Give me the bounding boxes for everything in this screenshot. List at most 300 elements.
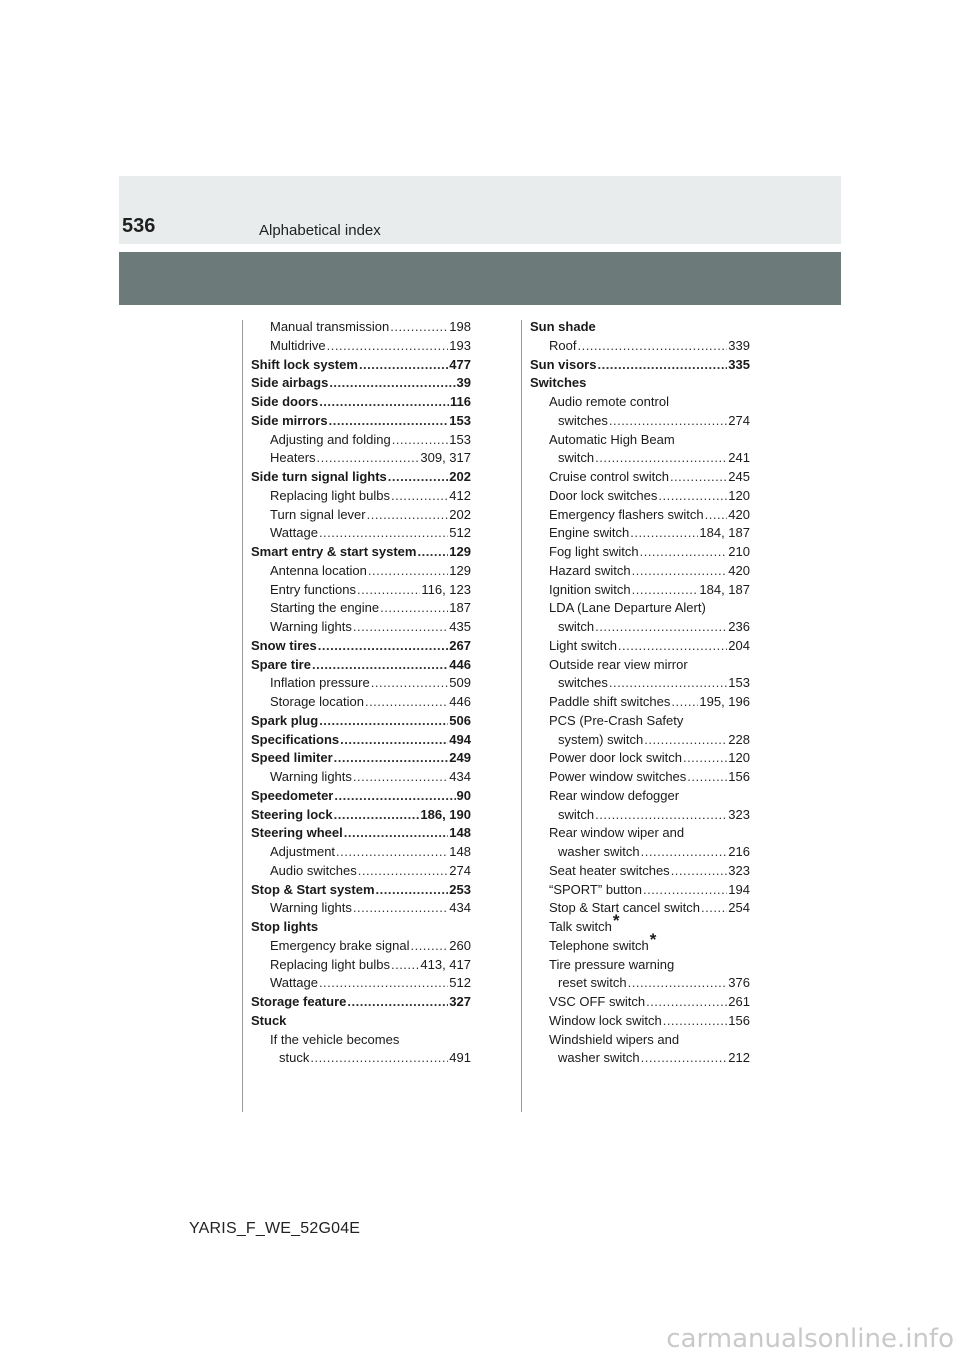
index-entry-page: 194 — [728, 881, 750, 897]
index-entry-term: Spare tire — [251, 656, 311, 672]
index-entry-term: Roof — [549, 337, 577, 353]
leader-dots — [365, 693, 448, 712]
index-entry — [530, 731, 750, 750]
leader-dots — [618, 637, 727, 656]
index-entry-page: 446 — [449, 694, 471, 709]
leader-dots — [368, 562, 448, 581]
leader-dots — [334, 749, 449, 768]
index-entry-page: 261 — [728, 994, 750, 1009]
index-entry — [251, 562, 471, 581]
index-entry-term: Adjustment — [270, 844, 336, 859]
index-entry — [530, 506, 750, 525]
index-entry — [530, 449, 750, 468]
index-entry-page: 187 — [449, 600, 471, 616]
index-entry — [251, 318, 471, 337]
index-entry-term: Spark plug — [251, 712, 319, 728]
document-code: YARIS_F_WE_52G04E — [189, 1220, 361, 1237]
index-entry-term: Sun shade — [530, 319, 596, 334]
index-column-right — [530, 318, 750, 1068]
index-entry — [251, 524, 471, 543]
index-entry-term: Emergency flashers switch — [549, 506, 704, 522]
index-entry-page: 412 — [449, 487, 471, 503]
index-entry-page: 512 — [449, 975, 471, 991]
index-entry — [530, 787, 750, 806]
index-entry-page: 323 — [728, 806, 750, 822]
index-entry — [530, 768, 750, 787]
index-entry-page: 335 — [728, 356, 750, 372]
leader-dots — [347, 993, 448, 1012]
leader-dots — [353, 768, 448, 787]
index-entry — [530, 806, 750, 825]
leader-dots — [367, 506, 449, 525]
index-entry-term: system) switch — [558, 731, 644, 747]
index-entry-term: Paddle shift switches — [549, 694, 671, 709]
index-entry-page: 253 — [449, 881, 471, 897]
leader-dots — [705, 506, 728, 525]
index-entry-term: Fog light switch — [549, 544, 639, 559]
index-entry — [251, 956, 471, 975]
index-entry — [530, 337, 750, 356]
index-entry-page: 446 — [449, 656, 471, 672]
index-entry — [530, 974, 750, 993]
index-entry-page: 494 — [449, 731, 471, 747]
leader-dots — [644, 731, 727, 750]
leader-dots — [392, 431, 449, 450]
index-entry-page: 509 — [449, 675, 471, 691]
index-entry-term: Side mirrors — [251, 412, 328, 428]
index-entry-term: washer switch — [558, 844, 640, 859]
leader-dots — [595, 618, 727, 637]
index-entry — [251, 1012, 471, 1031]
index-entry-term: Power window switches — [549, 769, 687, 784]
index-entry-term: Audio remote control — [549, 394, 669, 409]
index-entry-term: Smart entry & start system — [251, 544, 417, 559]
leader-dots — [359, 356, 448, 375]
index-entry-term: Rear window defogger — [549, 787, 680, 803]
index-entry-page: 376 — [728, 975, 750, 991]
leader-dots — [641, 843, 728, 862]
index-entry-page: 39 — [456, 375, 471, 391]
index-entry-term: Entry functions — [270, 581, 356, 597]
index-entry — [530, 899, 750, 918]
index-entry-term: Side airbags — [251, 375, 329, 391]
index-entry — [530, 843, 750, 862]
leader-dots — [701, 899, 727, 918]
index-entry-term: Stop & Start system — [251, 881, 375, 897]
index-entry-term: Tire pressure warning — [549, 956, 675, 972]
index-entry-term: Engine switch — [549, 525, 630, 541]
index-entry-term: switch — [558, 619, 595, 634]
index-entry-page: 204 — [728, 637, 750, 653]
leader-dots — [632, 562, 728, 581]
index-entry-page: 153 — [728, 675, 750, 691]
index-entry — [530, 318, 750, 337]
index-entry-term: Outside rear view mirror — [549, 656, 688, 672]
leader-dots — [319, 974, 448, 993]
index-entry-page: 506 — [449, 712, 471, 728]
index-entry-term: Heaters — [270, 450, 316, 466]
leader-dots — [595, 449, 727, 468]
index-entry-page: 193 — [449, 337, 471, 353]
index-entry — [251, 787, 471, 806]
index-entry — [251, 749, 471, 768]
index-entry — [251, 487, 471, 506]
index-entry-page: 512 — [449, 525, 471, 541]
index-entry-term: Ignition switch — [549, 581, 631, 597]
index-entry — [251, 918, 471, 937]
leader-dots — [329, 374, 455, 393]
leader-dots — [658, 487, 727, 506]
index-entry — [251, 1031, 471, 1050]
index-entry — [251, 862, 471, 881]
index-entry — [530, 956, 750, 975]
index-entry — [251, 843, 471, 862]
index-entry-term: Emergency brake signal — [270, 937, 410, 953]
index-entry-page: 327 — [449, 994, 471, 1009]
leader-dots — [334, 787, 455, 806]
index-entry-term: Replacing light bulbs — [270, 487, 390, 503]
leader-dots — [641, 1049, 728, 1068]
index-entry-term: VSC OFF switch — [549, 994, 646, 1009]
index-entry-term: Wattage — [270, 975, 318, 991]
index-entry-term: If the vehicle becomes — [270, 1031, 400, 1047]
index-entry — [251, 468, 471, 487]
leader-dots — [632, 581, 699, 600]
index-entry — [530, 393, 750, 412]
leader-dots — [670, 468, 727, 487]
index-entry-term: stuck — [279, 1050, 310, 1066]
index-entry-term: PCS (Pre-Crash Safety — [549, 712, 684, 728]
index-entry-page: 420 — [728, 506, 750, 522]
leader-dots — [380, 599, 448, 618]
index-entry-page: 129 — [449, 562, 471, 578]
leader-dots — [388, 468, 449, 487]
index-entry — [251, 993, 471, 1012]
index-entry-page: 129 — [449, 544, 471, 559]
index-entry-term: Talk switch — [549, 919, 612, 934]
index-entry-page: 434 — [449, 769, 471, 784]
leader-dots — [390, 318, 448, 337]
index-entry — [530, 674, 750, 693]
index-entry-term: Storage feature — [251, 994, 347, 1009]
index-entry-page: 156 — [728, 1012, 750, 1028]
left-column-divider — [242, 320, 243, 1112]
index-entry — [530, 618, 750, 637]
leader-dots — [340, 731, 448, 750]
index-entry — [530, 581, 750, 600]
index-entry-term: reset switch — [558, 975, 627, 991]
index-entry-term: Wattage — [270, 525, 318, 541]
index-entry-term: Starting the engine — [270, 600, 380, 616]
watermark: carmanualsonline.info — [666, 1324, 954, 1354]
index-entry-page: 195, 196 — [699, 694, 750, 709]
index-entry — [251, 824, 471, 843]
index-entry — [530, 749, 750, 768]
leader-dots — [630, 524, 698, 543]
leader-dots — [663, 1012, 728, 1031]
index-entry-term: switch — [558, 806, 595, 822]
index-entry-page: 477 — [449, 356, 471, 372]
index-entry-page: 420 — [728, 562, 750, 578]
leader-dots — [319, 393, 449, 412]
index-entry-page: 156 — [728, 769, 750, 784]
leader-dots — [391, 487, 448, 506]
leader-dots — [376, 881, 449, 900]
index-column-left — [251, 318, 471, 1068]
index-entry — [251, 806, 471, 825]
header-band — [119, 252, 841, 305]
leader-dots — [671, 693, 698, 712]
index-entry-page: 323 — [728, 862, 750, 878]
leader-dots — [319, 524, 448, 543]
leader-dots — [317, 449, 420, 468]
index-entry-page: 249 — [449, 750, 471, 766]
index-entry-page: 202 — [449, 506, 471, 522]
index-entry-term: Steering lock — [251, 806, 333, 822]
index-entry-page: 236 — [728, 619, 750, 634]
page-header — [119, 176, 841, 244]
index-entry-term: Door lock switches — [549, 487, 658, 503]
index-entry-page: 413, 417 — [420, 956, 471, 972]
index-entry-term: LDA (Lane Departure Alert) — [549, 600, 706, 616]
leader-dots — [318, 637, 449, 656]
leader-dots — [643, 881, 727, 900]
index-entry — [530, 1012, 750, 1031]
leader-dots — [609, 674, 727, 693]
index-entry-page: 153 — [449, 412, 471, 428]
index-entry — [530, 693, 750, 712]
leader-dots — [312, 656, 448, 675]
index-entry-page: 339 — [728, 337, 750, 353]
index-entry-term: Warning lights — [270, 900, 352, 916]
index-entry-term: Speed limiter — [251, 750, 333, 766]
index-entry-page: 254 — [728, 900, 750, 916]
index-entry-term: Telephone switch — [549, 937, 649, 953]
leader-dots — [358, 862, 449, 881]
index-entry-term: Manual transmission — [270, 319, 390, 334]
index-entry — [530, 911, 750, 937]
index-entry — [251, 712, 471, 731]
index-entry-term: Window lock switch — [549, 1012, 662, 1028]
index-entry — [530, 1031, 750, 1050]
leader-dots — [597, 356, 727, 375]
index-entry-term: Steering wheel — [251, 825, 343, 841]
index-entry-page: 274 — [728, 412, 750, 428]
leader-dots — [628, 974, 728, 993]
index-entry-term: Windshield wipers and — [549, 1031, 680, 1047]
leader-dots — [595, 806, 727, 825]
index-entry — [251, 393, 471, 412]
index-entry-term: Replacing light bulbs — [270, 956, 390, 972]
index-entry-term: Shift lock system — [251, 356, 358, 372]
index-entry-term: Stop & Start cancel switch — [549, 900, 701, 916]
index-entry-term: Multidrive — [270, 337, 326, 353]
index-entry-page: 148 — [449, 825, 471, 841]
leader-dots — [344, 824, 449, 843]
index-entry — [530, 824, 750, 843]
index-entry-page: 260 — [449, 937, 471, 953]
index-entry-term: Stop lights — [251, 919, 319, 934]
index-entry — [530, 431, 750, 450]
index-entry-page: 116 — [450, 394, 471, 409]
leader-dots — [687, 768, 727, 787]
leader-dots — [417, 543, 448, 562]
leader-dots — [353, 899, 448, 918]
index-entry-page: 216 — [728, 844, 750, 859]
leader-dots — [329, 412, 449, 431]
footnote-marker: * — [612, 911, 620, 930]
index-entry — [251, 599, 471, 618]
index-entry — [251, 1049, 471, 1068]
index-entry-term: Automatic High Beam — [549, 431, 675, 447]
leader-dots — [646, 993, 727, 1012]
index-entry — [530, 374, 750, 393]
index-entry — [251, 768, 471, 787]
index-entry-term: Turn signal lever — [270, 506, 366, 522]
index-entry-page: 90 — [456, 787, 471, 803]
index-entry — [530, 524, 750, 543]
index-entry-term: Inflation pressure — [270, 675, 370, 691]
index-entry-term: Antenna location — [270, 562, 367, 578]
index-entry-page: 435 — [449, 619, 471, 634]
index-entry — [251, 431, 471, 450]
index-entry — [251, 881, 471, 900]
leader-dots — [640, 543, 728, 562]
leader-dots — [327, 337, 449, 356]
index-entry-term: Switches — [530, 375, 587, 391]
index-entry — [530, 1049, 750, 1068]
index-entry — [251, 618, 471, 637]
index-entry — [251, 543, 471, 562]
index-entry-page: 148 — [449, 844, 471, 859]
index-entry-page: 212 — [728, 1050, 750, 1066]
index-entry — [251, 412, 471, 431]
index-entry — [530, 929, 750, 956]
footnote-marker: * — [649, 929, 657, 949]
index-entry-term: Speedometer — [251, 787, 334, 803]
index-entry-page: 245 — [728, 469, 750, 484]
index-entry-term: Rear window wiper and — [549, 825, 685, 841]
index-entry — [251, 337, 471, 356]
leader-dots — [683, 749, 727, 768]
index-entry — [251, 731, 471, 750]
index-entry — [251, 937, 471, 956]
index-entry-term: Light switch — [549, 637, 617, 653]
index-entry-term: Snow tires — [251, 637, 317, 653]
index-entry — [251, 356, 471, 375]
page-number: 536 — [122, 215, 156, 237]
index-entry-page: 120 — [728, 750, 750, 766]
index-entry-page: 228 — [728, 731, 750, 747]
leader-dots — [310, 1049, 448, 1068]
index-entry-term: Adjusting and folding — [270, 431, 391, 447]
index-entry-page: 186, 190 — [420, 806, 471, 822]
index-entry-page: 184, 187 — [699, 581, 750, 597]
index-entry — [530, 881, 750, 900]
index-entry-page: 267 — [449, 637, 471, 653]
leader-dots — [391, 956, 419, 975]
index-entry — [251, 656, 471, 675]
index-entry-term: Sun visors — [530, 356, 597, 372]
index-entry-term: Side turn signal lights — [251, 469, 387, 484]
index-entry — [530, 356, 750, 375]
index-entry-page: 116, 123 — [421, 581, 471, 597]
index-entry-page: 491 — [449, 1050, 471, 1066]
leader-dots — [353, 618, 448, 637]
index-entry-term: Cruise control switch — [549, 469, 669, 484]
leader-dots — [336, 843, 448, 862]
index-entry-page: 184, 187 — [699, 525, 750, 541]
index-entry — [530, 993, 750, 1012]
index-entry — [530, 412, 750, 431]
leader-dots — [334, 806, 420, 825]
index-entry-term: switch — [558, 450, 595, 466]
leader-dots — [410, 937, 448, 956]
index-entry — [530, 468, 750, 487]
index-entry-page: 120 — [728, 487, 750, 503]
index-entry — [251, 899, 471, 918]
index-entry — [530, 487, 750, 506]
index-entry-page: 274 — [449, 862, 471, 878]
index-entry-term: switches — [558, 412, 608, 428]
index-entry-term: Side doors — [251, 394, 319, 409]
index-entry — [530, 543, 750, 562]
leader-dots — [371, 674, 449, 693]
index-entry — [530, 637, 750, 656]
leader-dots — [577, 337, 727, 356]
index-entry — [530, 562, 750, 581]
index-entry — [251, 693, 471, 712]
index-entry-term: Power door lock switch — [549, 750, 682, 766]
index-entry-term: Specifications — [251, 731, 340, 747]
leader-dots — [671, 862, 728, 881]
index-entry — [530, 712, 750, 731]
index-entry-term: Stuck — [251, 1012, 287, 1028]
index-entry-page: 153 — [449, 431, 471, 447]
index-entry-page: 210 — [728, 544, 750, 559]
leader-dots — [609, 412, 727, 431]
index-entry — [530, 862, 750, 881]
index-entry — [530, 599, 750, 618]
index-entry-term: Seat heater switches — [549, 862, 670, 878]
index-entry-term: washer switch — [558, 1050, 640, 1066]
index-entry-term: Hazard switch — [549, 562, 631, 578]
index-entry — [251, 581, 471, 600]
leader-dots — [357, 581, 420, 600]
index-entry-page: 434 — [449, 900, 471, 916]
index-entry — [251, 449, 471, 468]
index-entry-term: Audio switches — [270, 862, 357, 878]
index-entry-term: switches — [558, 675, 608, 691]
leader-dots — [319, 712, 448, 731]
index-entry-term: Warning lights — [270, 619, 352, 634]
index-entry — [251, 374, 471, 393]
index-entry — [251, 674, 471, 693]
index-entry-page: 309, 317 — [420, 450, 471, 466]
index-entry — [530, 656, 750, 675]
index-entry — [251, 506, 471, 525]
index-entry — [251, 637, 471, 656]
index-entry — [251, 974, 471, 993]
index-entry-term: Storage location — [270, 694, 364, 709]
index-entry-page: 202 — [449, 469, 471, 484]
section-title: Alphabetical index — [259, 222, 381, 239]
index-entry-term: Warning lights — [270, 769, 352, 784]
index-entry-page: 241 — [728, 450, 750, 466]
index-entry-page: 198 — [449, 319, 471, 334]
index-entry-term: “SPORT” button — [549, 881, 642, 897]
right-column-divider — [521, 320, 522, 1112]
